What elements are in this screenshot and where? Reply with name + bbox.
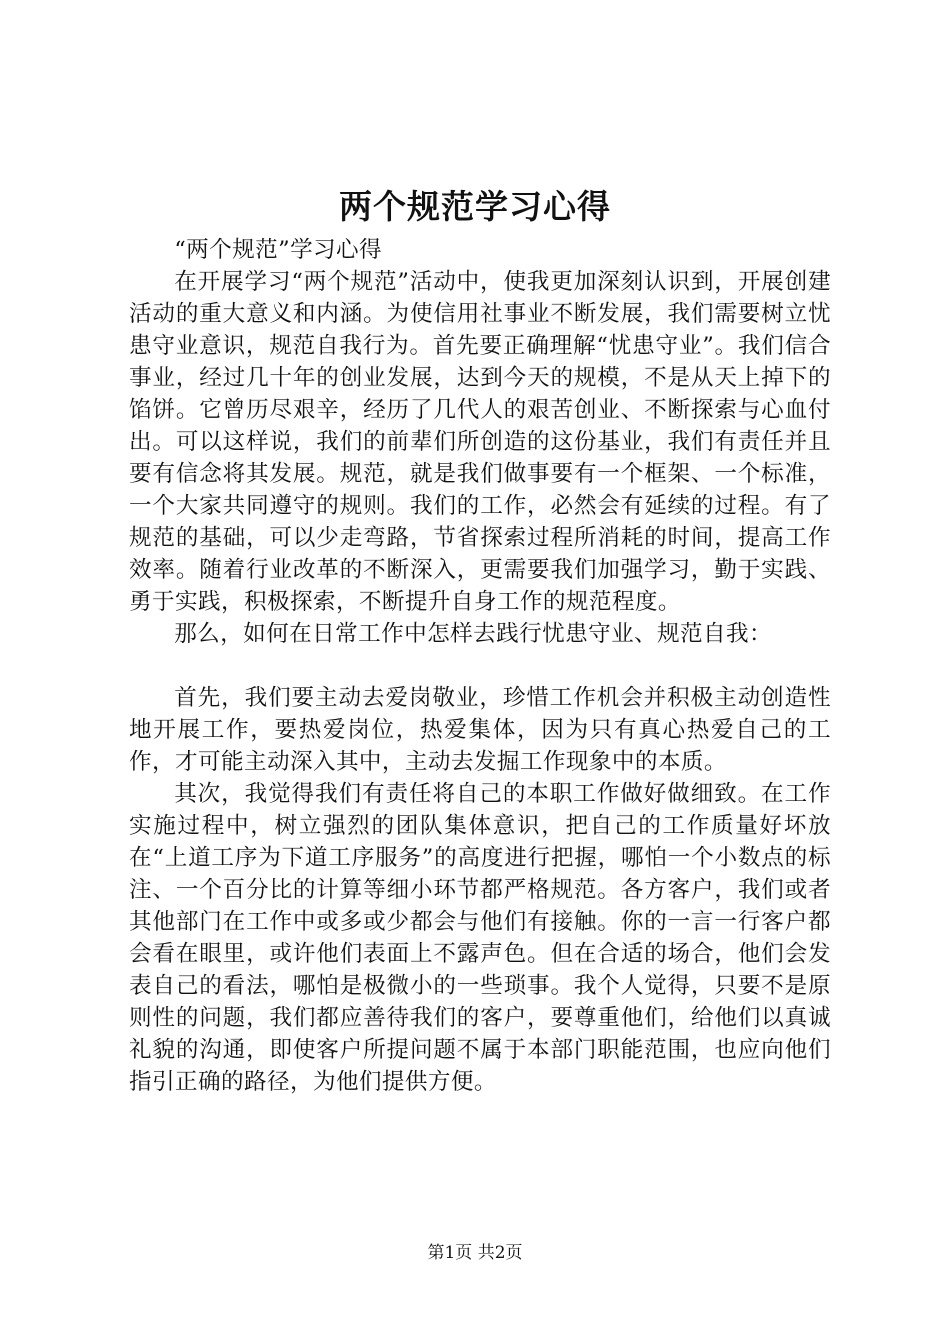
paragraph-spacer <box>129 650 831 682</box>
body-paragraph-intro: 在开展学习“两个规范”活动中，使我更加深刻认识到，开展创建活动的重大意义和内涵。为使信用社事业不断发展，我们需要树立忧患守业意识，规范自我行为。首先要正确理解“忧患守业”。我们信合事业，经过几十年的创业发展，达到今天的规模，不是从天上掉下的馅饼。它曾历尽艰辛，经历了几代人的艰苦创业、不断探索与心血付出。可以这样说，我们的前辈们所创造的这份基业，我们有责任并且要有信念将其发展。规范，就是我们做事要有一个框架、一个标准，一个大家共同遵守的规则。我们的工作，必然会有延续的过程。有了规范的基础，可以少走弯路，节省探索过程所消耗的时间，提高工作效率。随着行业改革的不断深入，更需要我们加强学习，勤于实践、勇于实践，积极探索，不断提升自身工作的规范程度。 <box>129 269 831 615</box>
document-title: 两个规范学习心得 <box>339 187 611 226</box>
document-body <box>129 234 831 1098</box>
page-number-footer: 第1页 共2页 <box>427 1243 523 1263</box>
body-paragraph-question: 那么，如何在日常工作中怎样去践行忧患守业、规范自我： <box>174 621 773 647</box>
subtitle-paragraph: “两个规范”学习心得 <box>174 237 383 263</box>
body-paragraph-first: 首先，我们要主动去爱岗敬业，珍惜工作机会并积极主动创造性地开展工作，要热爱岗位，热爱集体，因为只有真心热爱自己的工作，才可能主动深入其中，主动去发掘工作现象中的本质。 <box>129 685 831 775</box>
body-paragraph-second: 其次，我觉得我们有责任将自己的本职工作做好做细致。在工作实施过程中，树立强烈的团队集体意识，把自己的工作质量好坏放在“上道工序为下道工序服务”的高度进行把握，哪怕一个小数点的标注、一个百分比的计算等细小环节都严格规范。各方客户，我们或者其他部门在工作中或多或少都会与他们有接触。你的一言一行客户都会看在眼里，或许他们表面上不露声色。但在合适的场合，他们会发表自己的看法，哪怕是极微小的一些琐事。我个人觉得，只要不是原则性的问题，我们都应善待我们的客户，要尊重他们，给他们以真诚礼貌的沟通，即使客户所提问题不属于本部门职能范围，也应向他们指引正确的路径，为他们提供方便。 <box>129 781 831 1095</box>
